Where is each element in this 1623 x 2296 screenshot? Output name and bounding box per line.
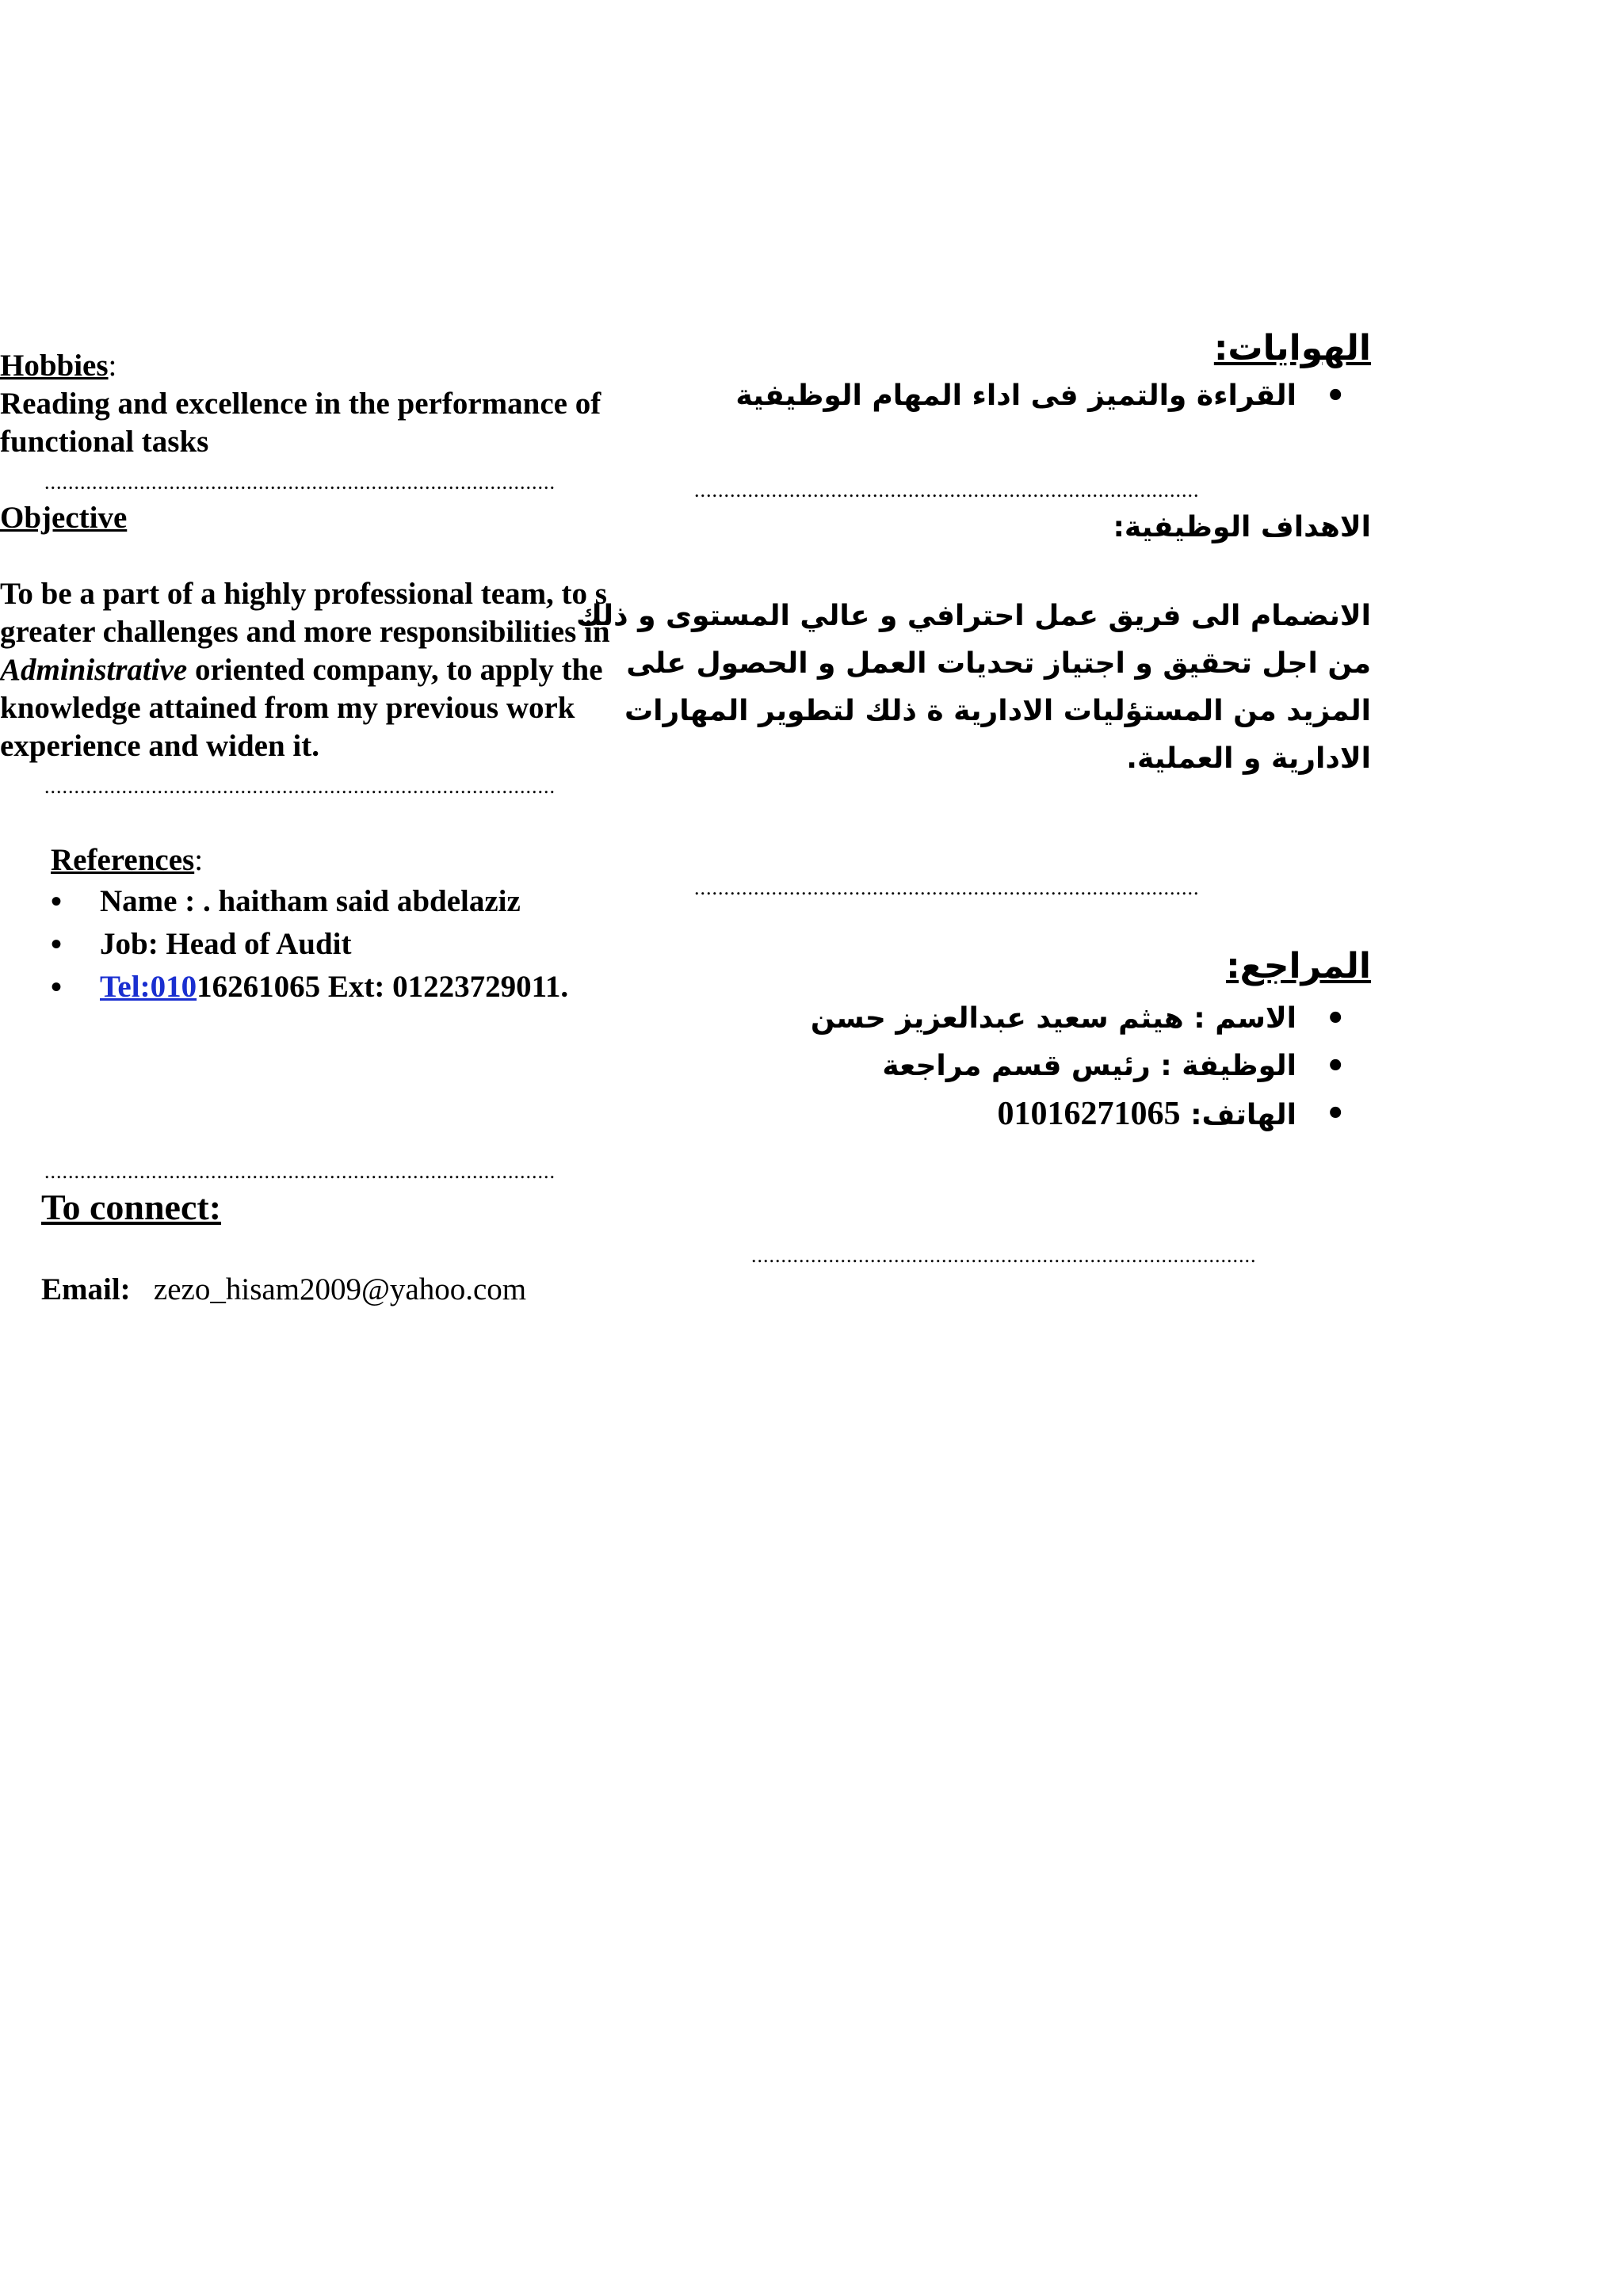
objective-line3-en: [0, 651, 603, 689]
hobbies-item-ar: • القراءة والتميز فى اداء المهام الوظيفية: [735, 376, 1371, 423]
objective-line5-en: experience and widen it.: [0, 729, 319, 763]
phone-value-ar: 01016271065: [997, 1096, 1181, 1132]
objective-line4-ar: الادارية و العملية.: [1126, 742, 1371, 775]
references-heading-colon: :: [194, 843, 204, 877]
objective-italic-word: Administrative: [0, 653, 188, 687]
reference-name-ar: • الاسم : هيثم سعيد عبدالعزيز حسن: [811, 995, 1371, 1043]
reference-job-ar: • الوظيفة : رئيس قسم مراجعة: [811, 1043, 1371, 1090]
reference-job-en: • Job: Head of Audit: [51, 925, 568, 968]
objective-line3-rest: oriented company, to apply the: [187, 653, 603, 687]
references-list-en: [51, 883, 568, 1011]
reference-phone-ar: [811, 1090, 1371, 1138]
hobbies-heading-ar: الهوايات:: [1213, 328, 1371, 368]
objective-heading-en: Objective: [0, 501, 128, 535]
connect-heading: To connect:: [41, 1187, 222, 1227]
objective-line4-en: knowledge attained from my previous work: [0, 691, 575, 725]
hobbies-list-ar: [735, 376, 1371, 423]
separator-ar-2: .....................................................................................: [694, 878, 1200, 898]
references-list-ar: [811, 995, 1371, 1138]
objective-text-ar: [576, 593, 1371, 783]
separator-ar-1: .....................................................................................: [694, 480, 1200, 501]
phone-label-ar: الهاتف:: [1190, 1099, 1296, 1131]
hobbies-text-en-line1: Reading and excellence in the performance of: [0, 387, 601, 421]
hobbies-heading-text: Hobbies: [0, 349, 109, 383]
hobbies-text-en-line2: functional tasks: [0, 425, 209, 459]
objective-line3-ar: المزيد من المستؤليات الادارية ة ذلك لتطوير المهارات: [624, 695, 1371, 727]
separator-en-2: ......................................................................................: [44, 776, 556, 797]
objective-line2-en: greater challenges and more responsibilities in: [0, 615, 610, 649]
references-heading-text: References: [51, 843, 195, 877]
reference-phone-en: [51, 968, 568, 1011]
tel-link[interactable]: Tel:010: [100, 970, 197, 1004]
separator-ar-3: .....................................................................................: [751, 1245, 1257, 1266]
objective-heading-ar: الاهداف الوظيفية:: [1113, 511, 1371, 543]
email-value[interactable]: zezo_hisam2009@yahoo.com: [153, 1272, 527, 1306]
references-heading-ar: المراجع:: [1226, 946, 1371, 986]
separator-en-3: ......................................................................................: [44, 1161, 556, 1182]
objective-line1-en: To be a part of a highly professional team, to s: [0, 577, 607, 611]
hobbies-heading-en: [0, 347, 116, 385]
tel-rest: 16261065 Ext: 01223729011.: [197, 970, 569, 1004]
reference-name-en: • Name : . haitham said abdelaziz: [51, 883, 568, 925]
objective-line1-ar: الانضمام الى فريق عمل احترافي و عالي المستوى و ذلك: [576, 600, 1371, 632]
email-label: Email:: [41, 1272, 131, 1306]
objective-line2-ar: من اجل تحقيق و اجتياز تحديات العمل و الحصول على: [626, 647, 1371, 680]
hobbies-heading-colon: :: [108, 349, 117, 383]
email-row: [41, 1271, 526, 1309]
separator-en-1: ......................................................................................: [44, 472, 556, 493]
references-heading-en: [51, 841, 203, 879]
